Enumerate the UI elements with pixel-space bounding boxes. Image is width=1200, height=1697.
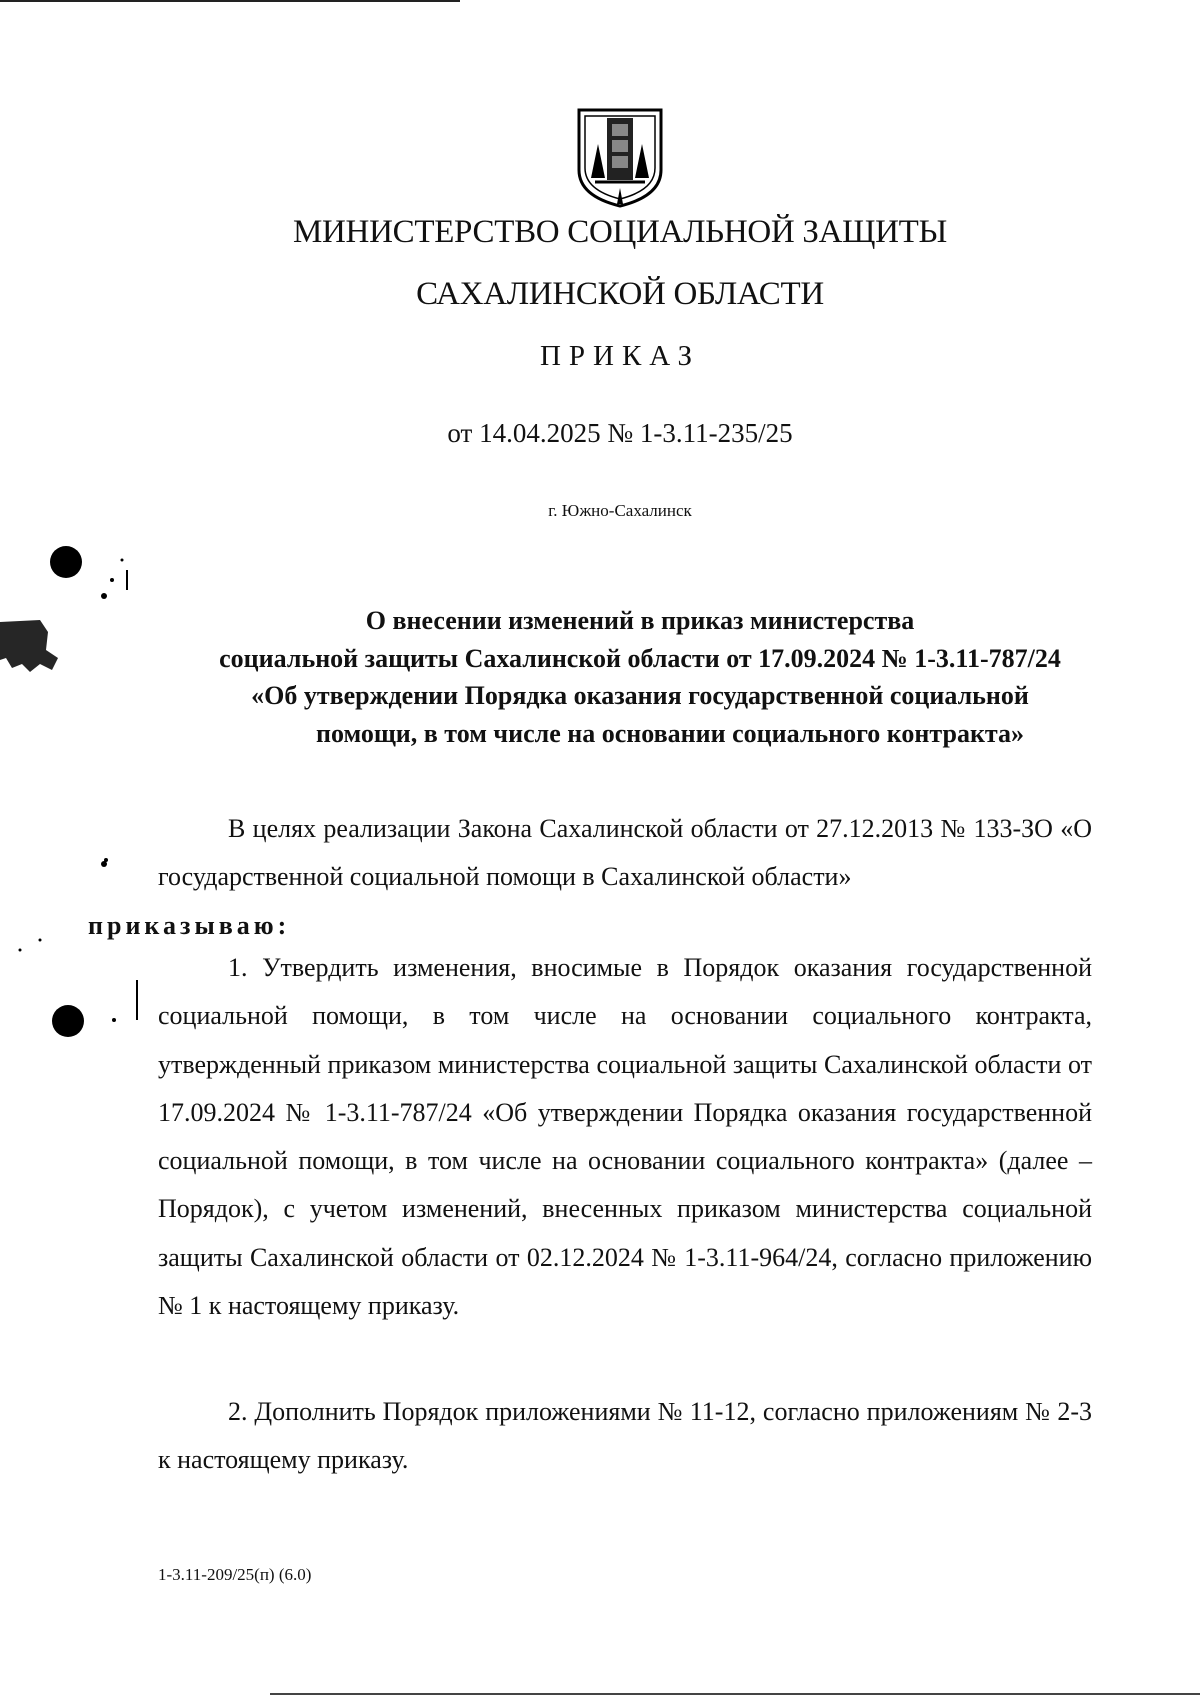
order-label: ПРИКАЗ — [539, 340, 701, 372]
scan-bottom-line — [0, 1690, 1200, 1697]
scan-top-line — [0, 0, 1200, 6]
item-2-paragraph: 2. Дополнить Порядок приложениями № 11-12, согласно приложениям № 2-3 к настоящему приказу. — [158, 1397, 1092, 1475]
footer-doc-code: 1-3.11-209/25(п) (6.0) — [158, 1565, 312, 1584]
order-date-number: от 14.04.2025 № 1-3.11-235/25 — [447, 418, 793, 448]
document-title — [150, 602, 1130, 752]
ministry-name-line-1: МИНИСТЕРСТВО СОЦИАЛЬНОЙ ЗАЩИТЫ — [292, 214, 947, 250]
item-1-paragraph: 1. Утвердить изменения, вносимые в Порядок оказания государственной социальной помощи, в том числе на основании социального контракта, утвержденный приказом министерства социальной защиты Сахалинской области от 17.09.2024 № 1-3.11-787/24 «Об утверждении Порядка оказания государственной социальной помощи, в том числе на основании социального контракта» (далее – Порядок), с учетом изменений, внесенных приказом министерства социальной защиты Сахалинской области от 02.12.2024 № 1-3.11-964/24, согласно приложению № 1 к настоящему приказу. — [158, 953, 1092, 1321]
scan-speckle-left — [0, 540, 140, 1060]
order-word: приказываю: — [88, 910, 291, 940]
coat-of-arms-icon — [575, 108, 665, 208]
title-line-1: О внесении изменений в приказ министерства — [365, 606, 915, 635]
city-name: г. Южно-Сахалинск — [548, 501, 692, 520]
ministry-name-line-2: САХАЛИНСКОЙ ОБЛАСТИ — [416, 276, 824, 312]
preamble-paragraph — [88, 805, 1092, 950]
title-line-2: социальной защиты Сахалинской области от 17.09.2024 № 1-3.11-787/24 — [219, 643, 1061, 673]
preamble-text: В целях реализации Закона Сахалинской области от 27.12.2013 № 133-ЗО «О государственной социальной помощи в Сахалинской области» — [158, 814, 1092, 892]
title-line-3: «Об утверждении Порядка оказания государственной социальной — [251, 681, 1029, 710]
title-line-4: помощи, в том числе на основании социального контракта» — [315, 718, 1025, 748]
